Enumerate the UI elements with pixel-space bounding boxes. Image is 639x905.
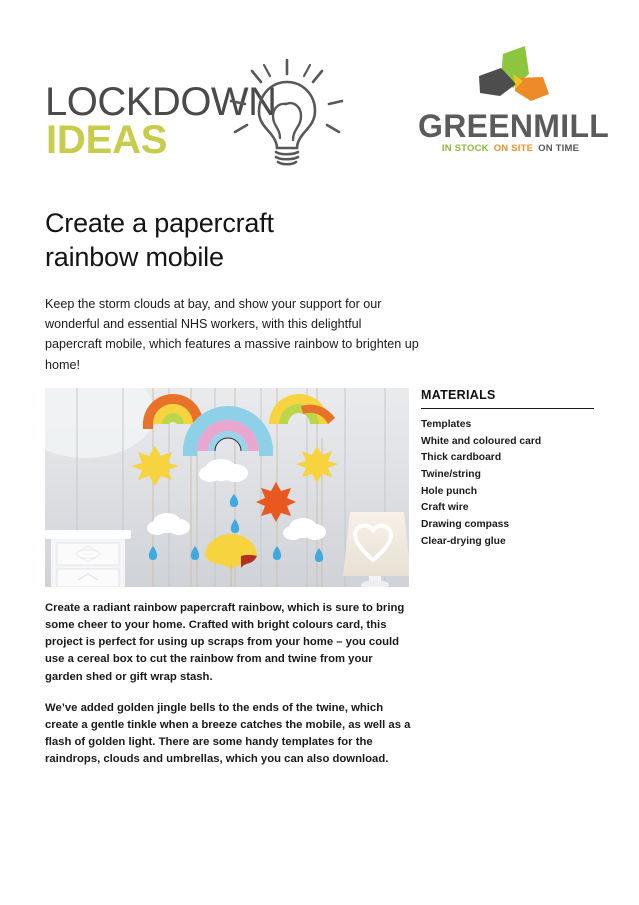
materials-item: Clear-drying glue bbox=[421, 535, 506, 547]
materials-panel bbox=[421, 388, 595, 550]
lightbulb-icon bbox=[223, 56, 345, 168]
tagline-on-site: ON SITE bbox=[493, 143, 534, 154]
materials-item: Twine/string bbox=[421, 469, 481, 481]
materials-item: White and coloured card bbox=[421, 435, 542, 447]
materials-item: Craft wire bbox=[421, 502, 469, 514]
materials-list bbox=[421, 417, 595, 550]
materials-item: Hole punch bbox=[421, 485, 478, 497]
materials-item: Drawing compass bbox=[421, 519, 510, 531]
greenmill-wordmark: GREENMILL bbox=[418, 108, 610, 144]
greenmill-logo bbox=[418, 44, 610, 164]
lockdown-ideas-logo bbox=[45, 58, 315, 168]
page-title: Create a papercraft rainbow mobile bbox=[45, 208, 274, 272]
body-copy bbox=[45, 600, 413, 768]
materials-item: Templates bbox=[421, 419, 472, 430]
greenmill-tagline bbox=[418, 143, 603, 154]
lockdown-wordmark-line2: IDEAS bbox=[46, 118, 168, 162]
tagline-on-time: ON TIME bbox=[538, 143, 580, 154]
tagline-in-stock: IN STOCK bbox=[441, 143, 489, 154]
project-photo bbox=[45, 388, 409, 587]
body-paragraph-1: Create a radiant rainbow papercraft rainbow, which is sure to bring some cheer to your home. Crafted with bright colours card, this project is perfect for using up scraps from your home – you could use a cereal box to cut the rainbow from and twine from your garden shed or gift wrap stash. bbox=[45, 602, 405, 683]
lockdown-wordmark-line1: LOCKDOWN bbox=[45, 80, 277, 124]
body-paragraph-2: We’ve added golden jingle bells to the ends of the twine, which create a gentle tinkle when a breeze catches the mobile, as well as a flash of golden light. There are some handy templates for the raindrops, clouds and umbrellas, which you can also download. bbox=[45, 701, 411, 766]
materials-item: Thick cardboard bbox=[421, 452, 502, 464]
page-header bbox=[0, 0, 639, 178]
greenmill-windmill-icon bbox=[473, 44, 558, 110]
materials-divider bbox=[421, 408, 594, 409]
materials-heading: MATERIALS bbox=[421, 388, 496, 402]
intro-paragraph: Keep the storm clouds at bay, and show your support for our wonderful and essential NHS workers, with this delightful papercraft mobile, which features a massive rainbow to brighten up home! bbox=[45, 296, 419, 372]
